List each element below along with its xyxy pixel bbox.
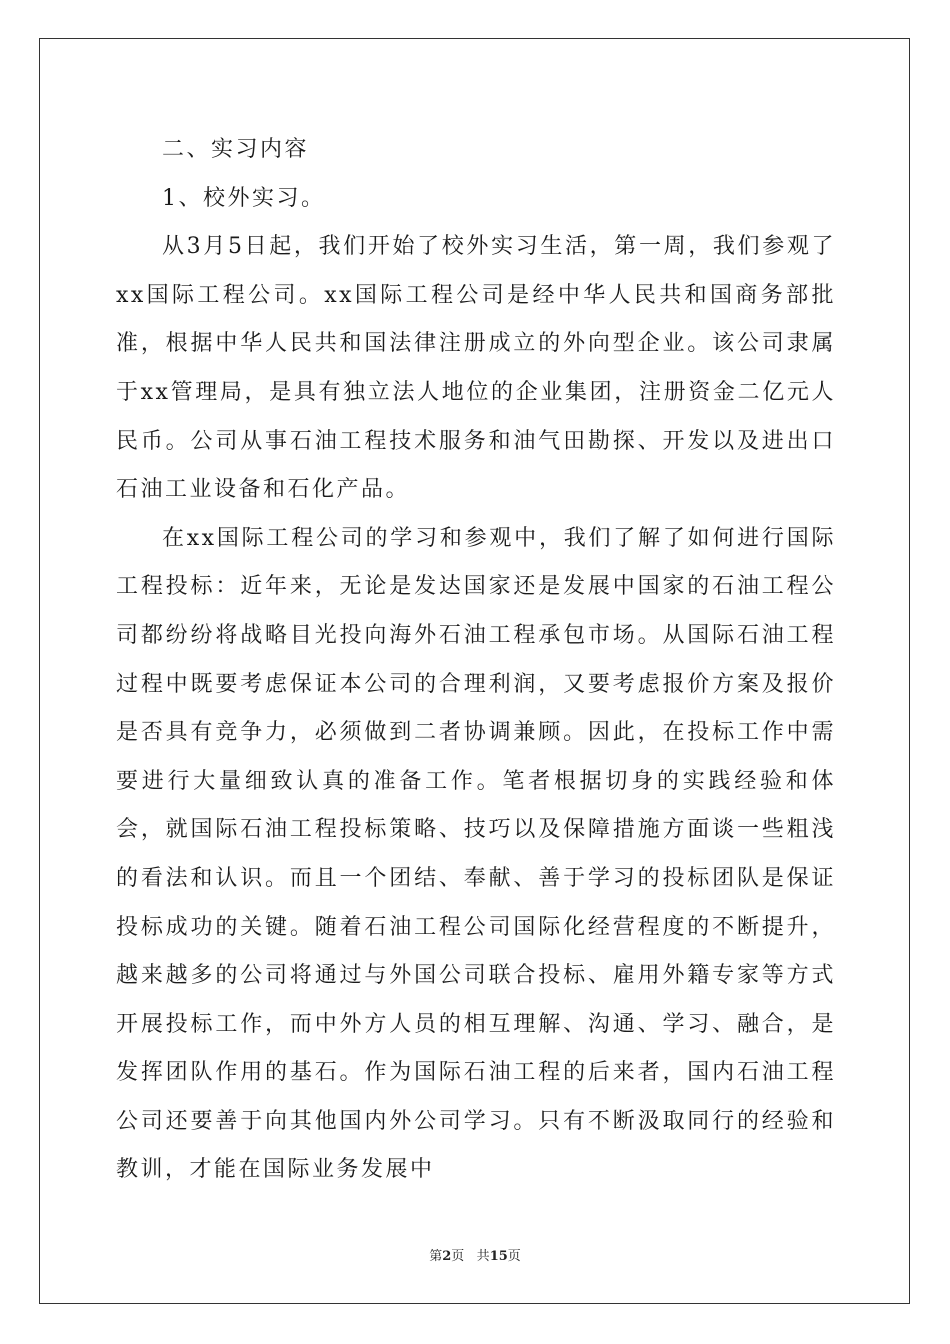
footer-page-number: 2 xyxy=(442,1249,452,1264)
footer-total-prefix: 共 xyxy=(476,1249,490,1264)
subsection-heading: 1、校外实习。 xyxy=(162,185,326,211)
page-footer xyxy=(0,1247,950,1267)
footer-total-pages: 15 xyxy=(489,1249,508,1264)
footer-page-suffix: 页 xyxy=(451,1249,465,1264)
paragraph-1: 从3月5日起，我们开始了校外实习生活，第一周，我们参观了xx国际工程公司。xx国际工程公司是经中华人民共和国商务部批准，根据中华人民共和国法律注册成立的外向型企业。该公司隶属于xx管理局，是具有独立法人地位的企业集团，注册资金二亿元人民币。公司从事石油工程技术服务和油气田勘探、开发以及进出口石油工业设备和石化产品。 xyxy=(116,234,836,503)
section-heading: 二、实习内容 xyxy=(162,137,310,162)
paragraph-2: 在xx国际工程公司的学习和参观中，我们了解了如何进行国际工程投标：近年来，无论是发达国家还是发展中国家的石油工程公司都纷纷将战略目光投向海外石油工程承包市场。从国际石油工程过程中既要考虑保证本公司的合理利润，又要考虑报价方案及报价是否具有竞争力，必须做到二者协调兼顾。因此，在投标工作中需要进行大量细致认真的准备工作。笔者根据切身的实践经验和体会，就国际石油工程投标策略、技巧以及保障措施方面谈一些粗浅的看法和认识。而且一个团结、奉献、善于学习的投标团队是保证投标成功的关键。随着石油工程公司国际化经营程度的不断提升，越来越多的公司将通过与外国公司联合投标、雇用外籍专家等方式开展投标工作，而中外方人员的相互理解、沟通、学习、融合，是发挥团队作用的基石。作为国际石油工程的后来者，国内石油工程公司还要善于向其他国内外公司学习。只有不断汲取同行的经验和教训，才能在国际业务发展中 xyxy=(116,525,836,1183)
footer-total-suffix: 页 xyxy=(507,1249,521,1264)
footer-page-prefix: 第 xyxy=(429,1249,443,1264)
document-body xyxy=(116,126,836,1195)
